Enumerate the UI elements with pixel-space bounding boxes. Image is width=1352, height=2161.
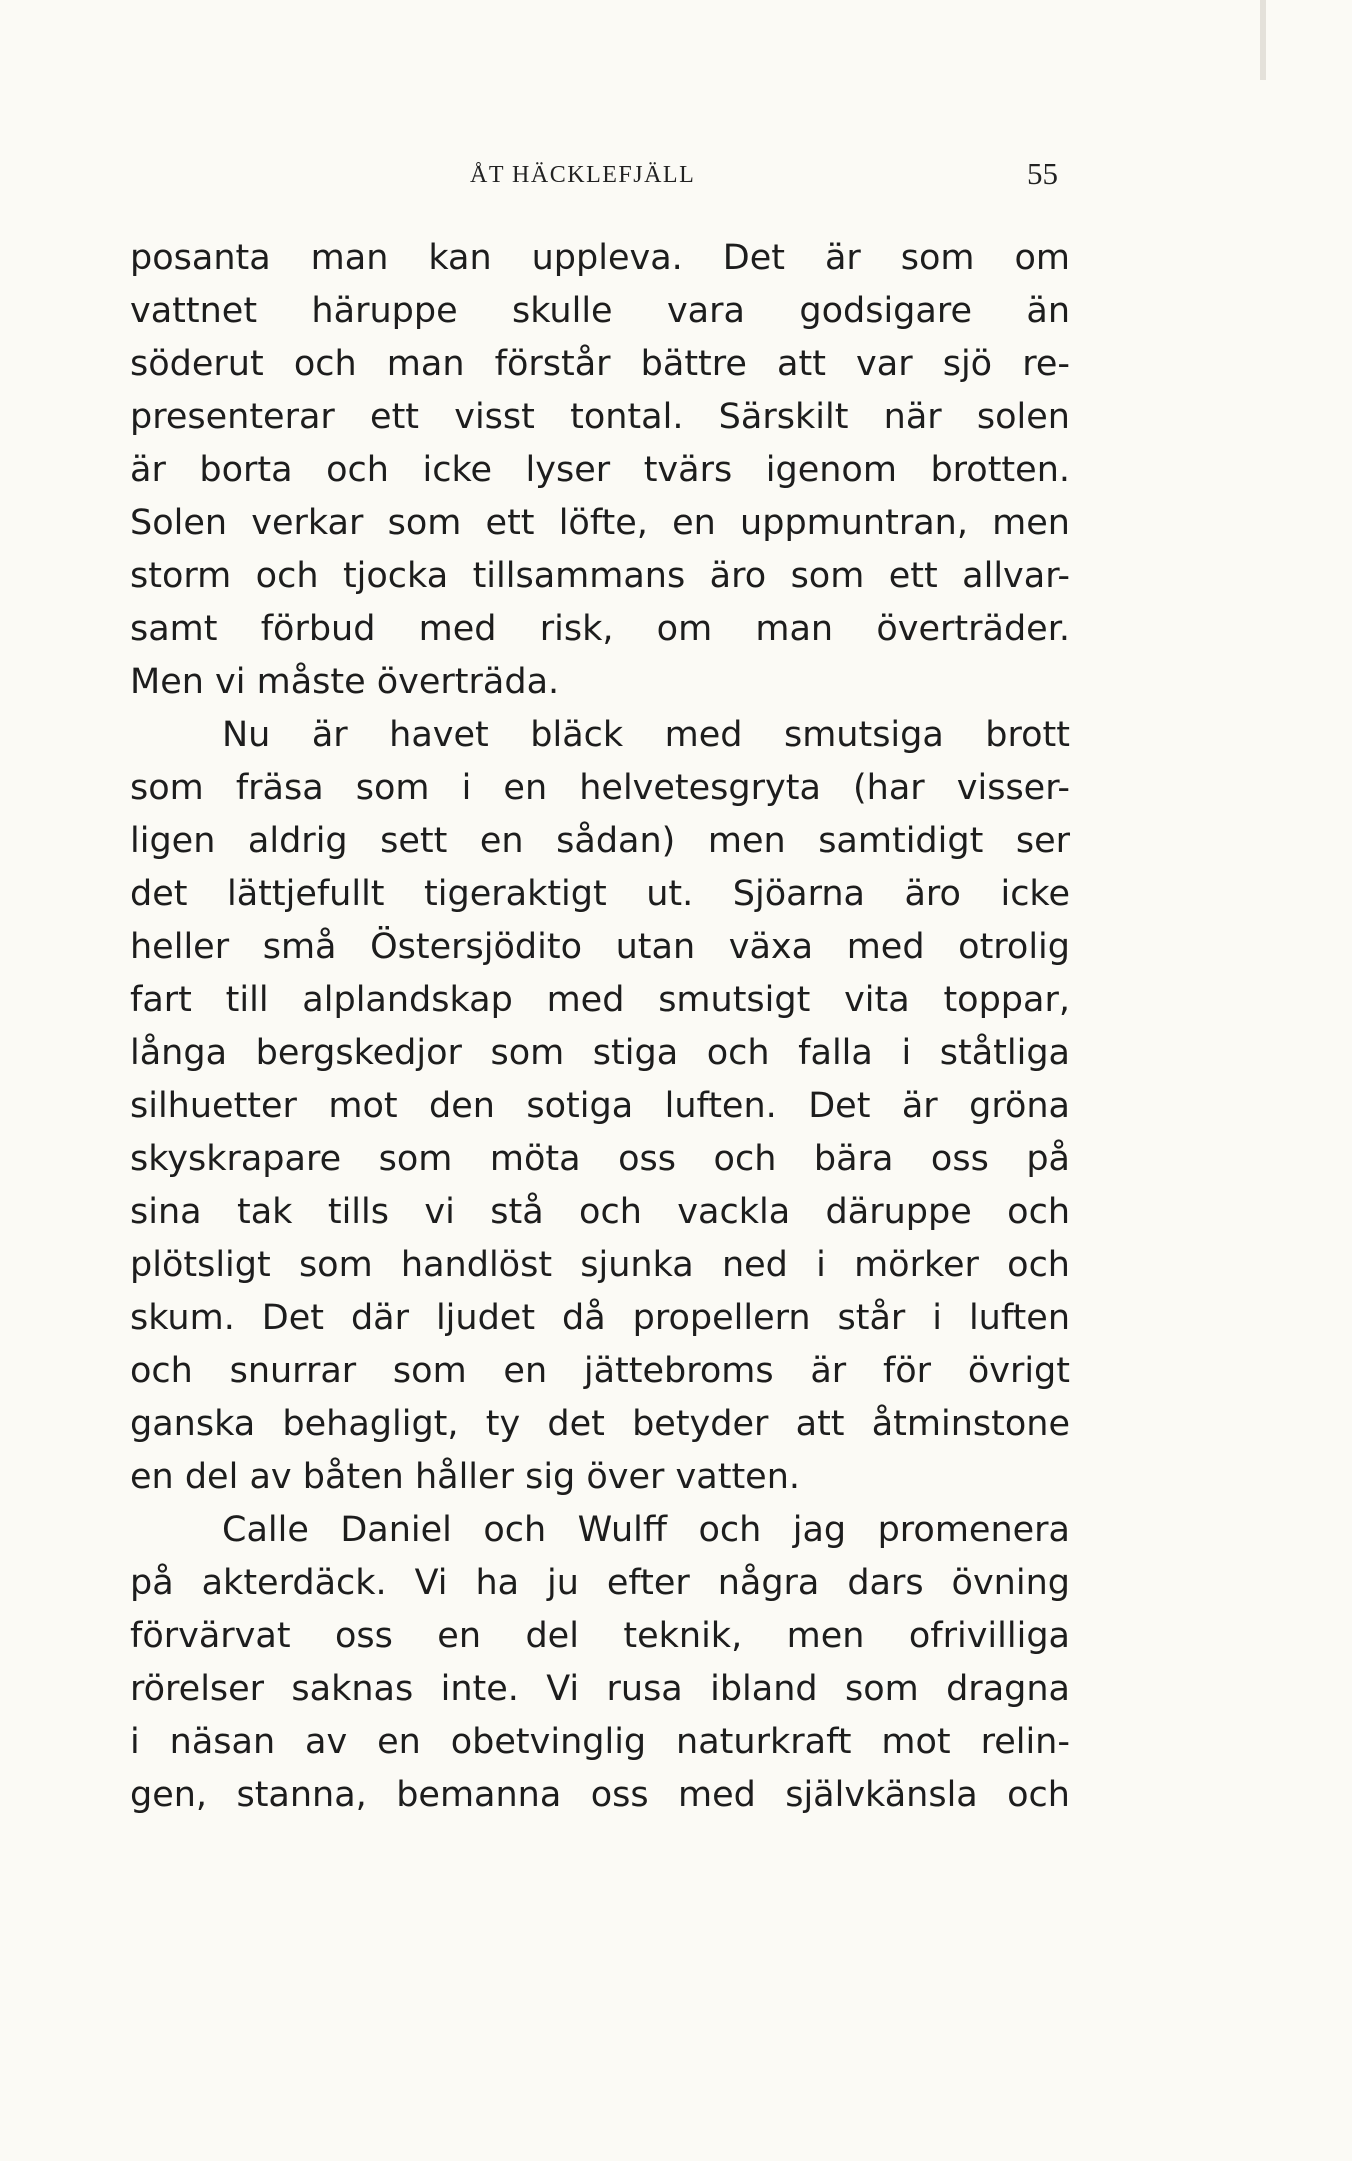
text-line: skum. Det där ljudet då propellern står i luften [130,1298,1070,1338]
text-line: rörelser saknas inte. Vi rusa ibland som dragna [130,1669,1070,1709]
page-header [470,156,1070,202]
text-line: en del av båten håller sig över vatten. [130,1457,801,1497]
text-line: vattnet häruppe skulle vara godsigare än [130,291,1070,331]
text-line: Calle Daniel och Wulff och jag promenera [222,1510,1070,1550]
text-line: gen, stanna, bemanna oss med självkänsla och [130,1775,1070,1815]
text-line: och snurrar som en jättebroms är för övrigt [130,1351,1070,1391]
text-line: på akterdäck. Vi ha ju efter några dars övning [130,1563,1070,1603]
text-line: Solen verkar som ett löfte, en uppmuntran, men [130,503,1070,543]
text-line: storm och tjocka tillsammans äro som ett allvar- [130,556,1070,596]
text-line: söderut och man förstår bättre att var sjö re- [130,344,1070,384]
text-line: Men vi måste överträda. [130,662,560,702]
running-title: ÅT HÄCKLEFJÄLL [470,162,696,188]
text-line: förvärvat oss en del teknik, men ofrivilliga [130,1616,1070,1656]
text-line: heller små Östersjödito utan växa med otrolig [130,927,1070,967]
text-line: i näsan av en obetvinglig naturkraft mot relin- [130,1722,1070,1762]
page-edge-mark [1260,0,1266,80]
text-line: är borta och icke lyser tvärs igenom brotten. [130,450,1070,490]
text-line: posanta man kan uppleva. Det är som om [130,238,1070,278]
text-line: presenterar ett visst tontal. Särskilt när solen [130,397,1070,437]
text-line: skyskrapare som möta oss och bära oss på [130,1139,1070,1179]
text-line: sina tak tills vi stå och vackla däruppe och [130,1192,1070,1232]
body-text [130,232,1070,1822]
text-line: silhuetter mot den sotiga luften. Det är gröna [130,1086,1070,1126]
text-line: samt förbud med risk, om man överträder. [130,609,1070,649]
text-line: som fräsa som i en helvetesgryta (har visser- [130,768,1070,808]
text-line: Nu är havet bläck med smutsiga brott [222,715,1070,755]
text-line: långa bergskedjor som stiga och falla i ståtliga [130,1033,1070,1073]
text-line: det lättjefullt tigeraktigt ut. Sjöarna äro icke [130,874,1070,914]
text-line: fart till alplandskap med smutsigt vita toppar, [130,980,1070,1020]
text-line: plötsligt som handlöst sjunka ned i mörker och [130,1245,1070,1285]
text-line: ganska behagligt, ty det betyder att åtminstone [130,1404,1070,1444]
page-number: 55 [1027,156,1058,191]
text-line: ligen aldrig sett en sådan) men samtidigt ser [130,821,1070,861]
